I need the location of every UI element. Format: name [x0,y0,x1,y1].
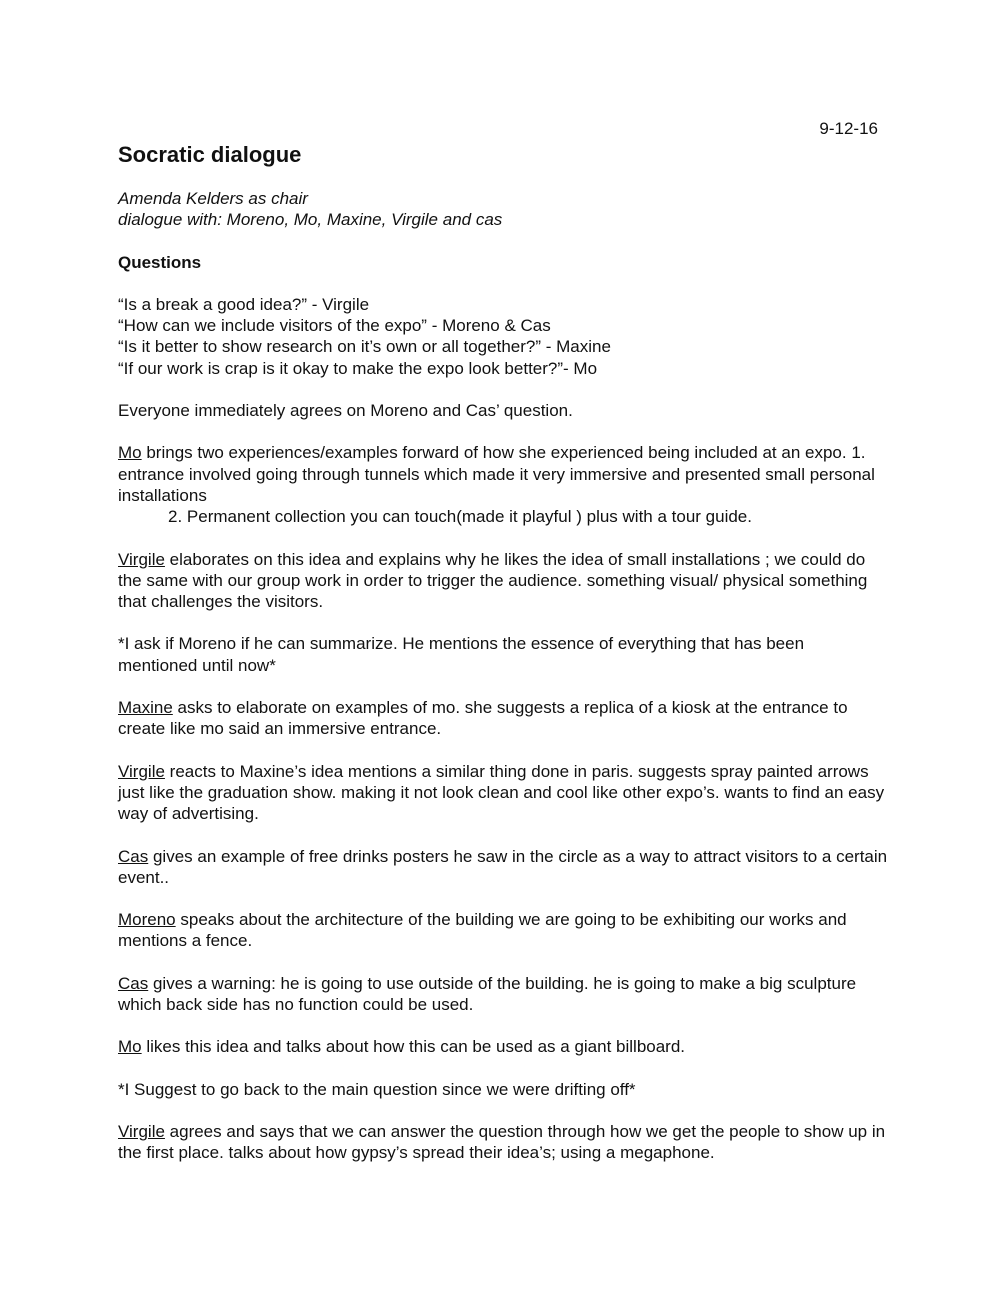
document-date: 9-12-16 [819,119,878,138]
paragraph-cas-1 [118,846,888,889]
paragraph-summary: *I ask if Moreno if he can summarize. He mentions the essence of everything that has been mentioned until now* [118,634,805,675]
paragraph-virgile-3 [118,1121,888,1164]
document-body [118,142,888,1164]
speaker-name: Mo [118,443,142,463]
questions-heading: Questions [118,252,202,272]
paragraph-drift: *I Suggest to go back to the main question since we were drifting off* [118,1079,636,1099]
speaker-name: Maxine [118,698,173,718]
paragraph-text: brings two experiences/examples forward of how she experienced being included at an expo. 1. entrance involved going through tunnels which made it very immersive and presented small personal installations [118,443,875,505]
question-item: “If our work is crap is it okay to make the expo look better?”- Mo [118,358,598,378]
paragraph-text: reacts to Maxine’s idea mentions a similar thing done in paris. suggests spray painted arrows just like the graduation show. making it not look clean and cool like other expo’s. wants to find an easy way of advertising. [118,761,885,824]
paragraph-text: likes this idea and talks about how this can be used as a giant billboard. [141,1037,686,1057]
paragraph-maxine [118,697,888,740]
example-item-2: 2. Permanent collection you can touch(made it playful ) plus with a tour guide. [168,507,752,527]
participants-line: dialogue with: Moreno, Mo, Maxine, Virgile and cas [118,210,503,230]
paragraph-agree: Everyone immediately agrees on Moreno and Cas’ question. [118,401,573,421]
paragraph-virgile-2 [118,761,888,825]
paragraph-mo-examples [118,442,888,527]
paragraph-cas-2 [118,973,888,1016]
paragraph-mo-2 [118,1036,888,1057]
speaker-name: Virgile [118,761,165,781]
speaker-name: Cas [118,846,149,866]
paragraph-text: agrees and says that we can answer the question through how we get the people to show up in the first place. talks about how gypsy’s spread their idea’s; using a megaphone. [118,1121,886,1163]
paragraph-moreno [118,909,888,952]
paragraph-text: gives a warning: he is going to use outside of the building. he is going to make a big sculpture which back side has no function could be used. [118,973,857,1015]
paragraph-text: gives an example of free drinks posters he saw in the circle as a way to attract visitors to a certain event.. [118,846,888,887]
page-title: Socratic dialogue [118,142,302,167]
speaker-name: Cas [118,973,149,993]
speaker-name: Moreno [118,910,176,930]
speaker-name: Virgile [118,1121,165,1141]
paragraph-text: asks to elaborate on examples of mo. she suggests a replica of a kiosk at the entrance to create like mo said an immersive entrance. [118,698,848,739]
paragraph-text: speaks about the architecture of the building we are going to be exhibiting our works and mentions a fence. [118,910,847,951]
paragraph-text: elaborates on this idea and explains why he likes the idea of small installations ; we could do the same with our group work in order to trigger the audience. something visual/ physical something that challenges the visitors. [118,549,868,612]
questions-list [118,294,888,379]
chair-line: Amenda Kelders as chair [118,189,308,208]
question-item: “Is it better to show research on it’s own or all together?” - Maxine [118,337,611,357]
paragraph-virgile-1 [118,549,888,613]
speaker-name: Mo [118,1037,142,1057]
question-item: “How can we include visitors of the expo” - Moreno & Cas [118,316,551,336]
speaker-name: Virgile [118,549,165,569]
question-item: “Is a break a good idea?” - Virgile [118,294,370,314]
